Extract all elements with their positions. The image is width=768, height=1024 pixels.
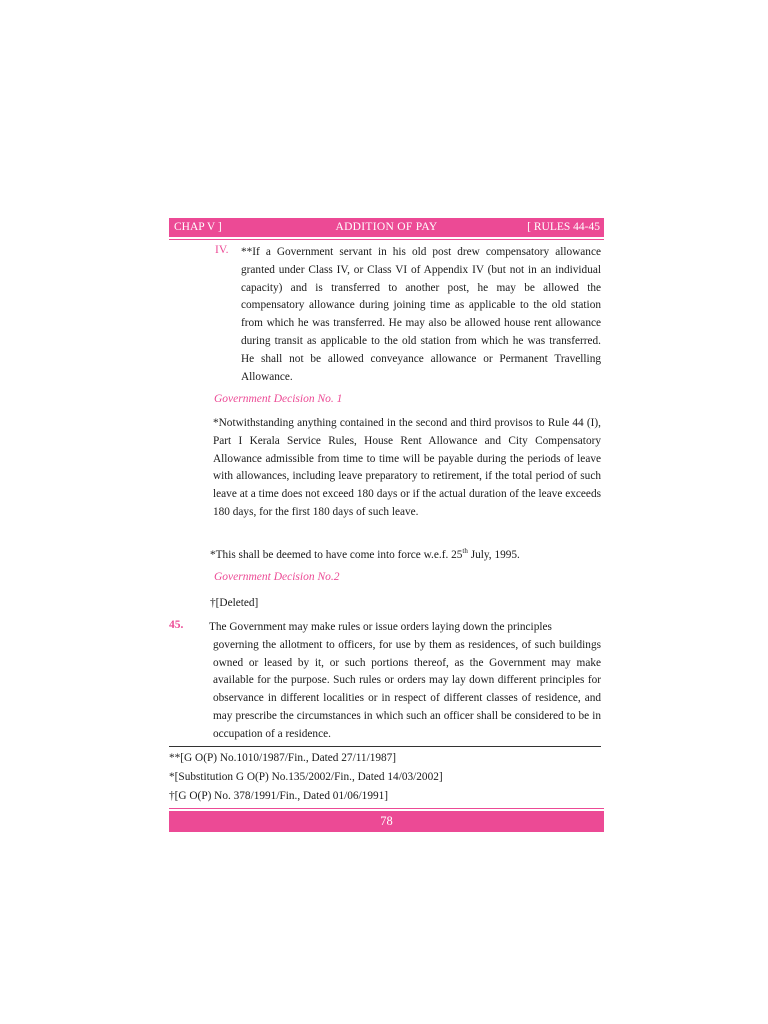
rule-45-first-line: The Government may make rules or issue orders laying down the principles bbox=[209, 621, 552, 633]
gd1-heading: Government Decision No. 1 bbox=[214, 393, 343, 405]
page-number: 78 bbox=[380, 814, 393, 828]
note-superscript: th bbox=[462, 547, 468, 556]
footnote-rule bbox=[169, 746, 601, 747]
page-number-bar bbox=[169, 811, 604, 832]
item-iv-text: **If a Government servant in his old post drew compensatory allowance granted under Class IV, or Class VI of Appendix IV (but not in an individual capacity) and is transferred to another post, he may be allowed the compensatory allowance during joining time as applicable to the old station from which he was transferred. He may also be allowed house rent allowance during transit as applicable to the old station from which he was transferred. He shall not be allowed conveyance allowance or Permanent Travelling Allowance. bbox=[241, 246, 601, 383]
footnote: †[G O(P) No. 378/1991/Fin., Dated 01/06/1991] bbox=[169, 790, 389, 802]
header-rules: [ RULES 44-45 bbox=[527, 221, 600, 233]
footnote: *[Substitution G O(P) No.135/2002/Fin., Dated 14/03/2002] bbox=[169, 771, 443, 783]
header-chapter: CHAP V ] bbox=[174, 221, 222, 233]
gd2-heading: Government Decision No.2 bbox=[214, 571, 340, 583]
item-iv-number: IV. bbox=[215, 244, 229, 256]
running-header bbox=[169, 218, 604, 237]
note-text-before: *This shall be deemed to have come into force w.e.f. 25 bbox=[210, 549, 463, 561]
header-title: ADDITION OF PAY bbox=[335, 221, 438, 233]
footnote: **[G O(P) No.1010/1987/Fin., Dated 27/11/1987] bbox=[169, 752, 397, 764]
header-rule bbox=[169, 239, 604, 240]
note-text-after: July, 1995. bbox=[467, 549, 520, 561]
gd2-text: †[Deleted] bbox=[210, 597, 259, 609]
rule-45-body: governing the allotment to officers, for use by them as residences, of such buildings owned or leased by it, or such portions thereof, as the Government may make available for the purpose. Such rules or orders may lay down different principles for observance in different localities or in respect of different classes of residence, and may prescribe the circumstances in which such an officer shall be considered to be in occupation of a residence. bbox=[213, 638, 601, 740]
footer-rule bbox=[169, 808, 604, 809]
gd1-effective-note bbox=[210, 547, 601, 565]
gd1-text: *Notwithstanding anything contained in the second and third provisos to Rule 44 (I), Part I Kerala Service Rules, House Rent Allowance and City Compensatory Allowance admissible from time to time will be payable during the periods of leave with allowances, including leave preparatory to retirement, if the total period of such leave at a time does not exceed 180 days or if the actual duration of the leave exceeds 180 days, for the first 180 days of such leave. bbox=[213, 417, 601, 518]
rule-45-number: 45. bbox=[169, 619, 184, 631]
rule-45-text bbox=[209, 619, 601, 744]
